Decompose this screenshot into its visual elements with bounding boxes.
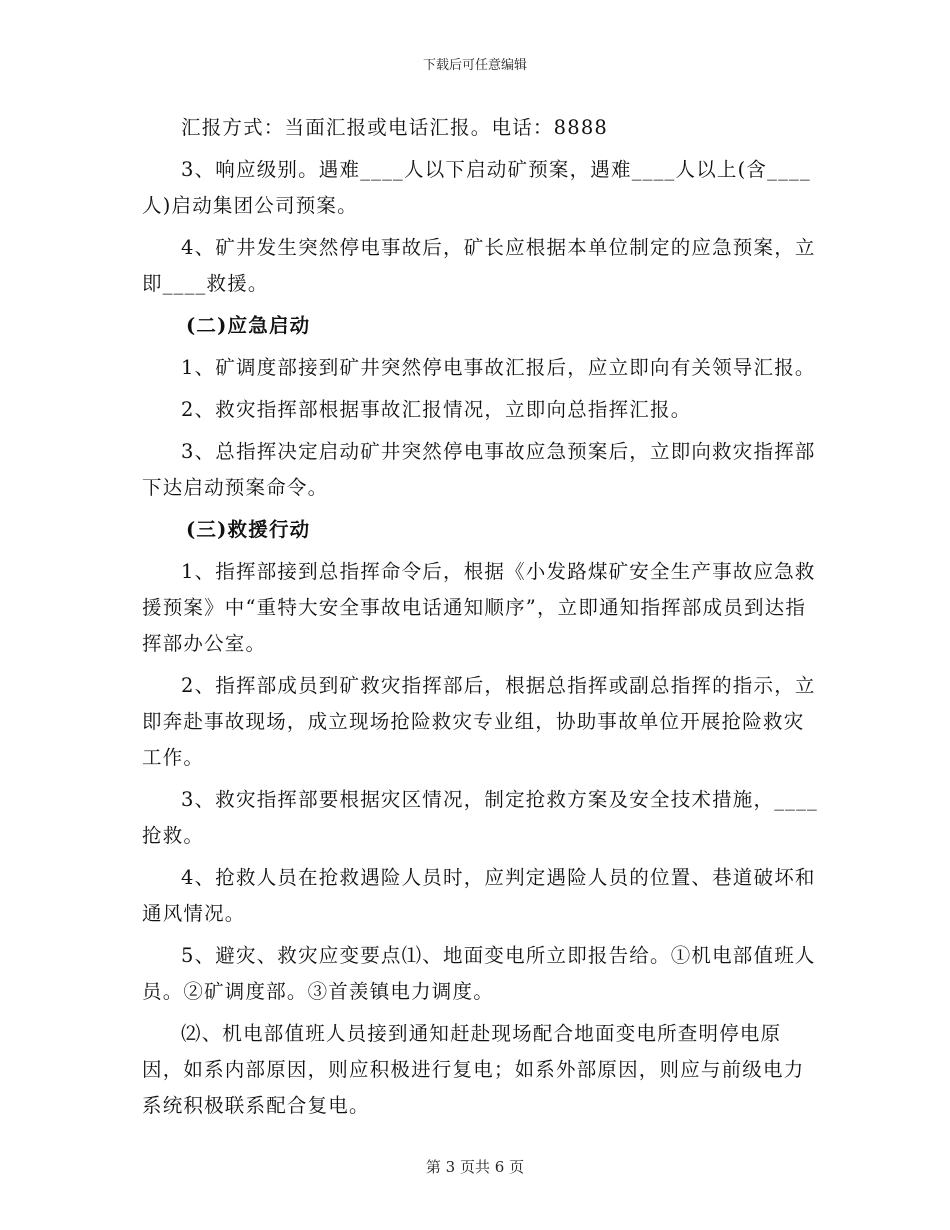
rescue-action-item-3: 3、救灾指挥部要根据灾区情况，制定抢救方案及安全技术措施，____抢救。 [142,788,819,847]
page-header: 下载后可任意编辑 [422,58,527,73]
rescue-action-subitem-2: ⑵、机电部值班人员接到通知赶赴现场配合地面变电所查明停电原因，如系内部原因，则应积极进行复电；如系外部原因，则应与前级电力系统积极联系配合复电。 [142,1022,805,1117]
rescue-action-item-4: 4、抢救人员在抢救遇险人员时，应判定遇险人员的位置、巷道破坏和通风情况。 [142,866,816,925]
emergency-start-item-3: 3、总指挥决定启动矿井突然停电事故应急预案后，立即向救灾指挥部下达启动预案命令。 [142,440,816,499]
emergency-start-item-1: 1、矿调度部接到矿井突然停电事故汇报后，应立即向有关领导汇报。 [181,356,816,379]
rescue-action-item-1: 1、指挥部接到总指挥命令后，根据《小发路煤矿安全生产事故应急救援预案》中“重特大安全事故电话通知顺序”，立即通知指挥部成员到达指挥部办公室。 [142,560,816,655]
report-method-paragraph: 汇报方式：当面汇报或电话汇报。电话：8888 [181,116,609,139]
page-footer: 第 3 页共 6 页 [425,1158,525,1176]
rescue-action-item-2: 2、指挥部成员到矿救灾指挥部后，根据总指挥或副总指挥的指示，立即奔赴事故现场，成立现场抢险救灾专业组，协助事故单位开展抢险救灾工作。 [142,674,816,769]
section-heading-emergency-start: (二)应急启动 [186,314,311,337]
section-heading-rescue-action: (三)救援行动 [186,518,311,541]
response-level-paragraph: 3、响应级别。遇难____人以下启动矿预案，遇难____人以上(含____人)启动集团公司预案。 [142,158,811,217]
emergency-start-item-2: 2、救灾指挥部根据事故汇报情况，立即向总指挥汇报。 [181,398,692,421]
power-outage-paragraph: 4、矿井发生突然停电事故后，矿长应根据本单位制定的应急预案，立即____救援。 [142,236,816,295]
rescue-action-item-5: 5、避灾、救灾应变要点⑴、地面变电所立即报告给。①机电部值班人员。②矿调度部。③首羡镇电力调度。 [142,944,816,1003]
document-body [142,110,822,1124]
